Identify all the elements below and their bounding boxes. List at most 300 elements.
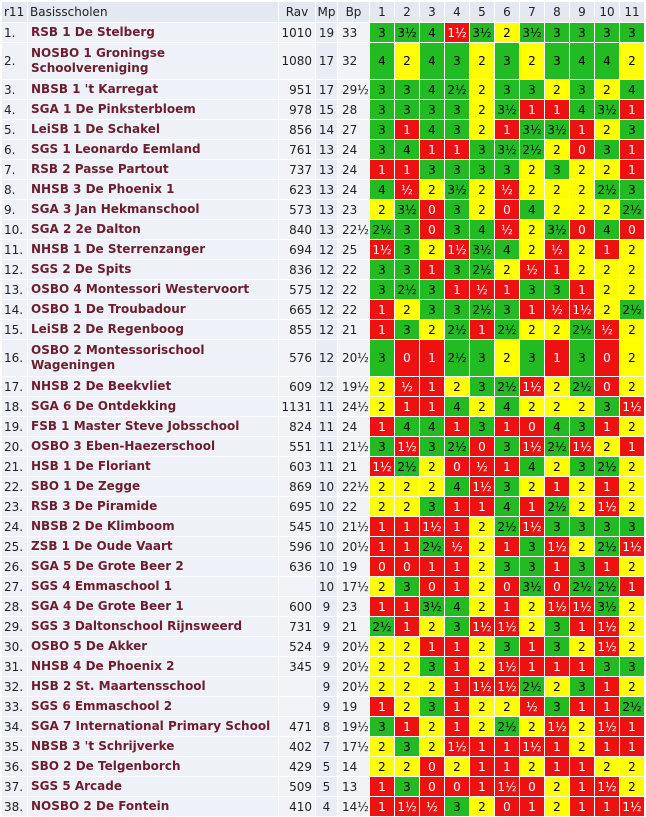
round-result-cell[interactable]: 1 <box>570 617 595 637</box>
round-result-cell[interactable]: 3 <box>570 517 595 537</box>
round-result-cell[interactable]: 2 <box>470 577 495 597</box>
team-name-link[interactable]: SGA 4 De Grote Beer 1 <box>28 597 279 617</box>
round-result-cell[interactable]: 3½ <box>470 23 495 43</box>
round-result-cell[interactable]: 3½ <box>395 23 420 43</box>
round-result-cell[interactable]: 1 <box>395 537 420 557</box>
round-result-cell[interactable]: 2 <box>570 537 595 557</box>
round-result-cell[interactable]: 1 <box>445 657 470 677</box>
round-result-cell[interactable]: 3 <box>445 120 470 140</box>
round-result-cell[interactable]: 3 <box>495 160 520 180</box>
round-result-cell[interactable]: 1½ <box>445 240 470 260</box>
round-result-cell[interactable]: 2 <box>495 340 520 377</box>
round-result-cell[interactable]: 1 <box>520 300 545 320</box>
round-result-cell[interactable]: 2 <box>470 80 495 100</box>
round-result-cell[interactable]: 1 <box>445 717 470 737</box>
round-result-cell[interactable]: 2½ <box>620 697 645 717</box>
round-result-cell[interactable]: 3 <box>420 300 445 320</box>
round-result-cell[interactable]: 3 <box>395 320 420 340</box>
round-result-cell[interactable]: 1 <box>545 477 570 497</box>
round-result-cell[interactable]: 3 <box>620 120 645 140</box>
round-result-cell[interactable]: 1 <box>445 557 470 577</box>
round-result-cell[interactable]: 2 <box>495 260 520 280</box>
round-result-cell[interactable]: 2 <box>470 557 495 577</box>
round-result-cell[interactable]: 1 <box>395 160 420 180</box>
round-result-cell[interactable]: ½ <box>470 457 495 477</box>
round-result-cell[interactable]: 3 <box>570 340 595 377</box>
round-result-cell[interactable]: 2 <box>620 777 645 797</box>
round-result-cell[interactable]: 3 <box>445 260 470 280</box>
round-result-cell[interactable]: 1½ <box>520 737 545 757</box>
round-result-cell[interactable]: 3 <box>545 23 570 43</box>
round-result-cell[interactable]: 0 <box>395 557 420 577</box>
round-result-cell[interactable]: 1 <box>370 797 395 817</box>
round-result-cell[interactable]: 1 <box>595 677 620 697</box>
team-name-link[interactable]: SGS 4 Emmaschool 1 <box>28 577 279 597</box>
round-result-cell[interactable]: 2½ <box>445 437 470 457</box>
round-result-cell[interactable]: 3 <box>370 280 395 300</box>
round-result-cell[interactable]: 0 <box>420 757 445 777</box>
team-name-link[interactable]: NHSB 3 De Phoenix 1 <box>28 180 279 200</box>
round-result-cell[interactable]: 4 <box>495 497 520 517</box>
round-result-cell[interactable]: 3 <box>395 777 420 797</box>
round-result-cell[interactable]: 2 <box>470 597 495 617</box>
round-result-cell[interactable]: 1 <box>470 757 495 777</box>
round-result-cell[interactable]: 2 <box>370 377 395 397</box>
round-result-cell[interactable]: 1 <box>470 320 495 340</box>
team-name-link[interactable]: SGA 2 2e Dalton <box>28 220 279 240</box>
round-result-cell[interactable]: 1 <box>395 517 420 537</box>
round-result-cell[interactable]: 1½ <box>445 23 470 43</box>
round-result-cell[interactable]: 2 <box>395 657 420 677</box>
round-result-cell[interactable]: 2 <box>495 23 520 43</box>
round-result-cell[interactable]: 1 <box>595 697 620 717</box>
round-result-cell[interactable]: 3 <box>495 637 520 657</box>
team-name-link[interactable]: RSB 3 De Piramide <box>28 497 279 517</box>
round-result-cell[interactable]: 3 <box>620 517 645 537</box>
round-result-cell[interactable]: 2½ <box>495 717 520 737</box>
round-result-cell[interactable]: 3½ <box>445 180 470 200</box>
round-result-cell[interactable]: 2 <box>470 797 495 817</box>
round-result-cell[interactable]: 1 <box>445 517 470 537</box>
round-result-cell[interactable]: 2 <box>620 280 645 300</box>
round-result-cell[interactable]: 2 <box>620 597 645 617</box>
round-result-cell[interactable]: 2½ <box>620 300 645 320</box>
round-result-cell[interactable]: 2 <box>370 757 395 777</box>
round-result-cell[interactable]: ½ <box>520 697 545 717</box>
round-result-cell[interactable]: 2 <box>470 517 495 537</box>
round-result-cell[interactable]: 2 <box>545 180 570 200</box>
round-result-cell[interactable]: 3 <box>420 160 445 180</box>
round-result-cell[interactable]: 2 <box>370 200 395 220</box>
round-result-cell[interactable]: 3 <box>470 417 495 437</box>
round-result-cell[interactable]: 3 <box>445 797 470 817</box>
round-result-cell[interactable]: 4 <box>620 80 645 100</box>
round-result-cell[interactable]: 3 <box>495 43 520 80</box>
team-name-link[interactable]: SGS 1 Leonardo Eemland <box>28 140 279 160</box>
round-result-cell[interactable]: 3 <box>420 280 445 300</box>
round-result-cell[interactable]: 1½ <box>595 497 620 517</box>
round-result-cell[interactable]: 1 <box>620 717 645 737</box>
round-result-cell[interactable]: ½ <box>495 180 520 200</box>
round-result-cell[interactable]: 4 <box>595 220 620 240</box>
round-result-cell[interactable]: 2 <box>570 477 595 497</box>
round-result-cell[interactable]: 1 <box>520 497 545 517</box>
round-result-cell[interactable]: 1½ <box>495 677 520 697</box>
round-result-cell[interactable]: 2 <box>620 477 645 497</box>
team-header[interactable]: Basisscholen <box>28 2 279 23</box>
round-result-cell[interactable]: 1 <box>420 260 445 280</box>
round-result-cell[interactable]: 1 <box>570 697 595 717</box>
round-result-cell[interactable]: 2½ <box>495 517 520 537</box>
round-result-cell[interactable]: 2½ <box>620 200 645 220</box>
round-result-cell[interactable]: 1½ <box>470 677 495 697</box>
round-result-cell[interactable]: 2 <box>395 697 420 717</box>
round-result-cell[interactable]: 2 <box>520 597 545 617</box>
team-name-link[interactable]: OSBO 3 Eben-Haezerschool <box>28 437 279 457</box>
team-name-link[interactable]: RSB 1 De Stelberg <box>28 23 279 43</box>
round-result-cell[interactable]: 3 <box>370 80 395 100</box>
team-name-link[interactable]: RSB 2 Passe Partout <box>28 160 279 180</box>
round-result-cell[interactable]: 1 <box>595 737 620 757</box>
round-result-cell[interactable]: 1 <box>370 777 395 797</box>
round-result-cell[interactable]: 1 <box>495 597 520 617</box>
round-result-cell[interactable]: 3 <box>445 220 470 240</box>
round-result-cell[interactable]: 4 <box>370 43 395 80</box>
round-result-cell[interactable]: 1 <box>445 697 470 717</box>
team-name-link[interactable]: SGA 6 De Ontdekking <box>28 397 279 417</box>
round-result-cell[interactable]: 2½ <box>520 677 545 697</box>
round-result-cell[interactable]: 2 <box>620 377 645 397</box>
round-result-cell[interactable]: 4 <box>395 417 420 437</box>
round-result-cell[interactable]: 3½ <box>545 120 570 140</box>
round-result-cell[interactable]: 1 <box>370 597 395 617</box>
round-result-cell[interactable]: 2 <box>370 677 395 697</box>
round-result-cell[interactable]: 3½ <box>595 597 620 617</box>
round-result-cell[interactable]: 3 <box>520 80 545 100</box>
round-result-cell[interactable]: 2 <box>570 260 595 280</box>
round-result-cell[interactable]: 2 <box>395 477 420 497</box>
round-result-cell[interactable]: 0 <box>420 577 445 597</box>
round-result-cell[interactable]: 1 <box>595 477 620 497</box>
round-result-cell[interactable]: 2 <box>570 717 595 737</box>
round-result-cell[interactable]: 1½ <box>570 437 595 457</box>
round-result-cell[interactable]: 1½ <box>545 537 570 557</box>
round-result-cell[interactable]: 0 <box>570 140 595 160</box>
round-result-cell[interactable]: 2 <box>445 377 470 397</box>
round-result-cell[interactable]: 2½ <box>445 340 470 377</box>
round-result-cell[interactable]: 3 <box>595 517 620 537</box>
round-result-cell[interactable]: 1 <box>495 457 520 477</box>
round-result-cell[interactable]: 1 <box>620 100 645 120</box>
round-result-cell[interactable]: 0 <box>420 777 445 797</box>
round-result-cell[interactable]: ½ <box>420 797 445 817</box>
round-result-cell[interactable]: 1 <box>545 340 570 377</box>
round-result-cell[interactable]: 1½ <box>495 617 520 637</box>
round-result-cell[interactable]: 2 <box>570 397 595 417</box>
round-result-cell[interactable]: 1½ <box>395 797 420 817</box>
round-result-cell[interactable]: 2½ <box>570 320 595 340</box>
round-result-cell[interactable]: 2 <box>620 557 645 577</box>
round-result-cell[interactable]: 1½ <box>470 477 495 497</box>
round-result-cell[interactable]: 3 <box>470 340 495 377</box>
round-result-cell[interactable]: 2 <box>620 320 645 340</box>
round-result-cell[interactable]: 2 <box>595 437 620 457</box>
round-result-cell[interactable]: 2½ <box>395 457 420 477</box>
round-result-cell[interactable]: 1½ <box>370 457 395 477</box>
rating-header[interactable]: Rav <box>279 2 316 23</box>
round-result-cell[interactable]: 1 <box>445 637 470 657</box>
round-result-cell[interactable]: 3 <box>570 677 595 697</box>
round-result-cell[interactable]: 2 <box>470 120 495 140</box>
round-result-cell[interactable]: 2½ <box>570 577 595 597</box>
round-result-cell[interactable]: 1 <box>620 140 645 160</box>
round-result-cell[interactable]: 1 <box>370 417 395 437</box>
round-result-cell[interactable]: 3 <box>495 437 520 457</box>
round-result-cell[interactable]: 1 <box>445 280 470 300</box>
round-result-cell[interactable]: ½ <box>395 377 420 397</box>
round-result-cell[interactable]: 0 <box>595 340 620 377</box>
round-result-cell[interactable]: 1 <box>370 300 395 320</box>
round-result-cell[interactable]: 1 <box>545 737 570 757</box>
round-result-cell[interactable]: 2 <box>620 240 645 260</box>
round-result-cell[interactable]: 3 <box>370 23 395 43</box>
round-result-cell[interactable]: 1 <box>420 397 445 417</box>
round-result-cell[interactable]: 2½ <box>520 140 545 160</box>
round-result-cell[interactable]: 1½ <box>595 637 620 657</box>
team-name-link[interactable]: ZSB 1 De Oude Vaart <box>28 537 279 557</box>
round-result-cell[interactable]: 2 <box>620 637 645 657</box>
round-result-cell[interactable]: 1½ <box>570 597 595 617</box>
round-result-cell[interactable]: 2 <box>370 497 395 517</box>
round-result-cell[interactable]: 1 <box>620 437 645 457</box>
round-result-cell[interactable]: 2½ <box>370 220 395 240</box>
round-result-cell[interactable]: 1 <box>595 797 620 817</box>
round-result-cell[interactable]: 3 <box>495 80 520 100</box>
round-result-cell[interactable]: 3 <box>370 717 395 737</box>
team-name-link[interactable]: LeiSB 1 De Schakel <box>28 120 279 140</box>
round-result-cell[interactable]: 1½ <box>395 437 420 457</box>
round-result-cell[interactable]: 2 <box>545 377 570 397</box>
round-result-cell[interactable]: 2 <box>620 457 645 477</box>
team-name-link[interactable]: OSBO 4 Montessori Westervoort <box>28 280 279 300</box>
team-name-link[interactable]: SGA 7 International Primary School <box>28 717 279 737</box>
team-name-link[interactable]: HSB 1 De Floriant <box>28 457 279 477</box>
round-result-cell[interactable]: 1 <box>495 417 520 437</box>
round-result-cell[interactable]: 4 <box>520 457 545 477</box>
round-result-cell[interactable]: 2 <box>470 180 495 200</box>
round-result-cell[interactable]: 3 <box>370 100 395 120</box>
round-result-cell[interactable]: 0 <box>620 220 645 240</box>
round-result-cell[interactable]: 1½ <box>620 797 645 817</box>
round-result-cell[interactable]: 1 <box>595 557 620 577</box>
round-result-cell[interactable]: 2 <box>595 160 620 180</box>
round-result-cell[interactable]: 1 <box>570 280 595 300</box>
round-result-cell[interactable]: 2 <box>520 43 545 80</box>
round-result-cell[interactable]: 2½ <box>595 577 620 597</box>
round-result-cell[interactable]: 1 <box>395 397 420 417</box>
round-result-cell[interactable]: 2 <box>595 200 620 220</box>
round-result-cell[interactable]: 2½ <box>470 300 495 320</box>
round-result-cell[interactable]: 2 <box>420 320 445 340</box>
round-result-cell[interactable]: 2½ <box>595 180 620 200</box>
round-result-cell[interactable]: 0 <box>420 220 445 240</box>
round-result-cell[interactable]: 1 <box>570 757 595 777</box>
round-result-cell[interactable]: 3 <box>570 23 595 43</box>
team-name-link[interactable]: NHSB 2 De Beekvliet <box>28 377 279 397</box>
round-result-cell[interactable]: 4 <box>445 397 470 417</box>
round-result-cell[interactable]: 2 <box>470 537 495 557</box>
round-result-cell[interactable]: 3 <box>545 617 570 637</box>
round-result-cell[interactable]: 2 <box>520 757 545 777</box>
round-result-cell[interactable]: 4 <box>595 43 620 80</box>
round-result-cell[interactable]: 1 <box>445 417 470 437</box>
round-result-cell[interactable]: 4 <box>420 80 445 100</box>
round-result-cell[interactable]: 2 <box>520 477 545 497</box>
round-result-cell[interactable]: 2 <box>420 180 445 200</box>
round-result-cell[interactable]: 1 <box>495 737 520 757</box>
round-result-cell[interactable]: 1 <box>395 120 420 140</box>
round-result-cell[interactable]: 3 <box>620 23 645 43</box>
round-result-cell[interactable]: 2 <box>595 260 620 280</box>
round-result-cell[interactable]: 3 <box>520 280 545 300</box>
team-name-link[interactable]: NBSB 1 't Karregat <box>28 80 279 100</box>
round-result-cell[interactable]: 3 <box>545 517 570 537</box>
round-result-cell[interactable]: 0 <box>445 777 470 797</box>
round-result-cell[interactable]: 3 <box>520 340 545 377</box>
round-result-cell[interactable]: 1 <box>420 637 445 657</box>
round-result-cell[interactable]: 1 <box>520 637 545 657</box>
round-result-cell[interactable]: 3 <box>570 557 595 577</box>
round-result-cell[interactable]: 2 <box>545 677 570 697</box>
round-result-cell[interactable]: 3 <box>445 100 470 120</box>
round-result-cell[interactable]: 0 <box>495 200 520 220</box>
team-name-link[interactable]: SGA 5 De Grote Beer 2 <box>28 557 279 577</box>
round-result-cell[interactable]: 1 <box>370 517 395 537</box>
team-name-link[interactable]: NHSB 1 De Sterrenzanger <box>28 240 279 260</box>
team-name-link[interactable]: NOSBO 1 Groningse Schoolvereniging <box>28 43 279 80</box>
round-result-cell[interactable]: 4 <box>495 240 520 260</box>
round-result-cell[interactable]: 1 <box>620 577 645 597</box>
round-result-cell[interactable]: 1 <box>370 160 395 180</box>
round-result-cell[interactable]: 3 <box>395 240 420 260</box>
round-result-cell[interactable]: ½ <box>595 320 620 340</box>
team-name-link[interactable]: LeiSB 2 De Regenboog <box>28 320 279 340</box>
round-result-cell[interactable]: 3 <box>470 377 495 397</box>
round-result-cell[interactable]: 1 <box>570 657 595 677</box>
round-result-cell[interactable]: 0 <box>420 200 445 220</box>
round-result-cell[interactable]: 3 <box>420 100 445 120</box>
round-result-cell[interactable]: 3 <box>470 140 495 160</box>
round-result-cell[interactable]: 4 <box>520 200 545 220</box>
round-result-cell[interactable]: 2 <box>595 280 620 300</box>
round-result-cell[interactable]: 1 <box>370 697 395 717</box>
round-result-cell[interactable]: 3 <box>445 617 470 637</box>
round-result-cell[interactable]: 1 <box>495 537 520 557</box>
round-result-cell[interactable]: 2 <box>570 637 595 657</box>
round-result-cell[interactable]: 1 <box>420 557 445 577</box>
round-result-cell[interactable]: 1 <box>370 320 395 340</box>
round-result-cell[interactable]: 2 <box>395 497 420 517</box>
round-result-cell[interactable]: 2½ <box>570 377 595 397</box>
team-name-link[interactable]: SGA 3 Jan Hekmanschool <box>28 200 279 220</box>
team-name-link[interactable]: NOSBO 2 De Fontein <box>28 797 279 817</box>
round-result-cell[interactable]: 3½ <box>520 120 545 140</box>
round-result-cell[interactable]: 1 <box>395 717 420 737</box>
round-result-cell[interactable]: 3½ <box>395 200 420 220</box>
round-result-cell[interactable]: 3 <box>445 160 470 180</box>
round-result-cell[interactable]: 1 <box>520 100 545 120</box>
round-result-cell[interactable]: 2½ <box>595 457 620 477</box>
round-result-cell[interactable]: 3 <box>595 23 620 43</box>
round-result-cell[interactable]: 3½ <box>520 23 545 43</box>
round-result-cell[interactable]: 2 <box>420 677 445 697</box>
round-result-cell[interactable]: 4 <box>395 140 420 160</box>
round-result-cell[interactable]: 1 <box>495 757 520 777</box>
round-result-cell[interactable]: 2 <box>595 80 620 100</box>
round-result-cell[interactable]: 4 <box>545 417 570 437</box>
round-result-cell[interactable]: 1 <box>395 597 420 617</box>
round-result-cell[interactable]: 2½ <box>495 320 520 340</box>
round-result-cell[interactable]: 2 <box>620 417 645 437</box>
round-result-cell[interactable]: 2 <box>545 200 570 220</box>
team-name-link[interactable]: HSB 2 St. Maartensschool <box>28 677 279 697</box>
round-result-cell[interactable]: 3½ <box>495 100 520 120</box>
round-result-cell[interactable]: 0 <box>495 577 520 597</box>
round-result-cell[interactable]: 1½ <box>495 777 520 797</box>
round-result-cell[interactable]: 2 <box>395 757 420 777</box>
round-result-cell[interactable]: 1½ <box>470 617 495 637</box>
round-result-cell[interactable]: 2 <box>620 260 645 280</box>
round-result-cell[interactable]: 2 <box>470 100 495 120</box>
round-result-cell[interactable]: 3 <box>545 160 570 180</box>
round-result-cell[interactable]: 2 <box>395 43 420 80</box>
round-result-cell[interactable]: 4 <box>420 23 445 43</box>
round-result-cell[interactable]: 1½ <box>620 537 645 557</box>
round-result-cell[interactable]: 3½ <box>470 240 495 260</box>
round-result-cell[interactable]: 3 <box>445 200 470 220</box>
round-result-cell[interactable]: 2 <box>570 180 595 200</box>
round-result-cell[interactable]: 2 <box>370 397 395 417</box>
round-result-cell[interactable]: 3 <box>420 657 445 677</box>
round-result-cell[interactable]: 2 <box>370 577 395 597</box>
round-result-cell[interactable]: ½ <box>495 220 520 240</box>
round-result-cell[interactable]: 3 <box>370 340 395 377</box>
round-result-cell[interactable]: 2 <box>470 657 495 677</box>
round-result-cell[interactable]: 2 <box>570 160 595 180</box>
round-result-cell[interactable]: 1 <box>520 797 545 817</box>
round-result-cell[interactable]: 0 <box>395 340 420 377</box>
round-result-cell[interactable]: 1½ <box>520 517 545 537</box>
round-result-cell[interactable]: 2 <box>470 200 495 220</box>
team-name-link[interactable]: SGS 2 De Spits <box>28 260 279 280</box>
round-result-cell[interactable]: 3 <box>520 557 545 577</box>
round-result-cell[interactable]: 4 <box>420 417 445 437</box>
round-result-cell[interactable]: 0 <box>570 220 595 240</box>
round-result-cell[interactable]: 3 <box>545 697 570 717</box>
round-result-cell[interactable]: ½ <box>470 280 495 300</box>
round-result-cell[interactable]: 2 <box>470 717 495 737</box>
round-result-cell[interactable]: 2 <box>545 80 570 100</box>
round-result-cell[interactable]: 1 <box>470 777 495 797</box>
round-result-cell[interactable]: 1 <box>445 497 470 517</box>
round-result-cell[interactable]: 1 <box>570 120 595 140</box>
round-result-cell[interactable]: 1 <box>570 797 595 817</box>
round-result-cell[interactable]: 2½ <box>445 80 470 100</box>
round-result-cell[interactable]: 3 <box>520 537 545 557</box>
round-result-cell[interactable]: 1 <box>595 240 620 260</box>
round-result-cell[interactable]: 3½ <box>420 597 445 617</box>
round-result-cell[interactable]: 3 <box>620 657 645 677</box>
